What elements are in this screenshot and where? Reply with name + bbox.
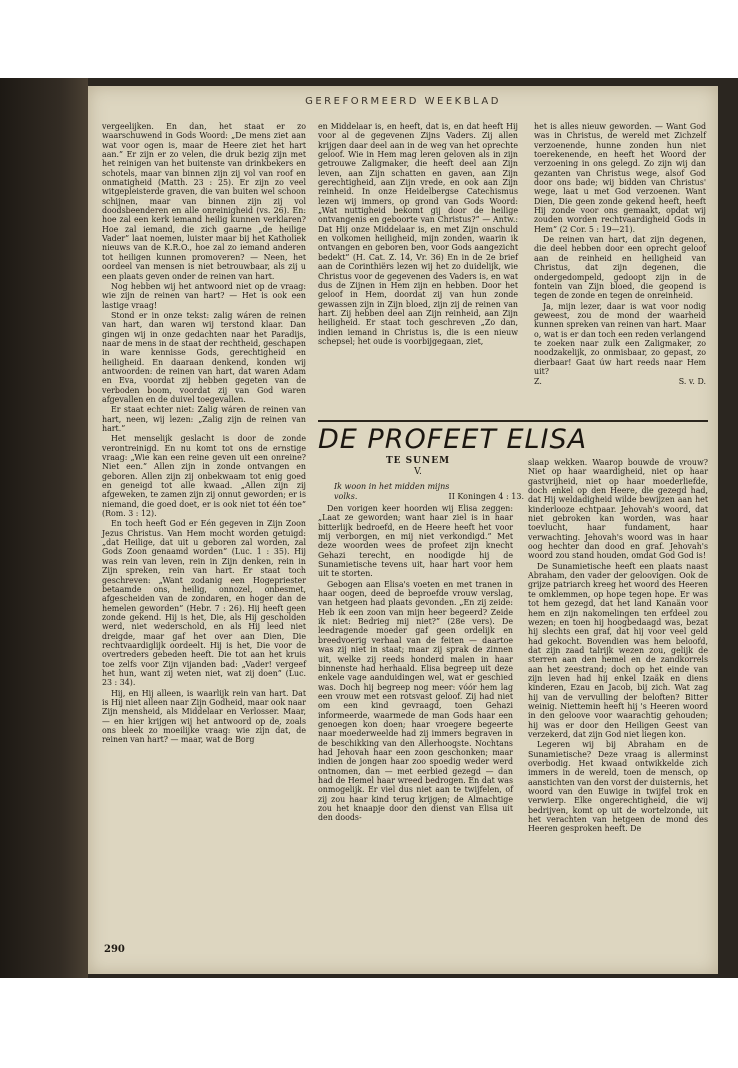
motto-line: Ik woon in het midden mijns <box>334 482 450 491</box>
paragraph: Den vorigen keer hoorden wij Elisa zeggen: „Laat ze geworden; want haar ziel is in haar bitterlijk bedroefd, en de Heere heeft het voor mij verborgen, en mij niet verkondigd.” Met deze woorden wees de profeet zijn knecht Gehazi terecht, en noodigde hij de Sunamietische tevens uit, haar hart voor hem uit te storten. <box>318 504 513 579</box>
signature-left: Z. <box>534 377 542 387</box>
paragraph: Het menselijk geslacht is door de zonde verontreinigd. En nu komt tot ons de ernstige vraag: „Wie kan een reine geven uit een onreine? Niet een.” Allen zijn in zonde ontvangen en geboren. Allen zijn zij onbekwaam tot enig goed en geneigd tot alle kwaad. „Allen zijn zij afgeweken, te zamen zijn zij onnut geworden; er is niemand, die goed doet, er is ook niet tot één toe” (Rom. 3 : 12). <box>102 434 306 519</box>
article-column-1 <box>318 504 513 824</box>
paragraph: Gebogen aan Elisa's voeten en met tranen in haar oogen, deed de beproefde vrouw verslag, van hetgeen had plaats gevonden. „En zij zeide: Heb ik een zoon van mijn heer begeerd? Zeide ik niet: Bedrieg mij niet?” (28e vers). De leedragende moeder gaf geen ordelijk en breedvoerig verhaal van de feiten — daartoe was zij niet in staat; maar zij sprak de zinnen uit, welke zij reeds honderd malen in haar binnenste had herhaald. Elisa begreep uit deze enkele vage aanduidingen wel, wat er geschied was. Doch hij begreep nog meer: vóór hem lag een vrouw met een rotsvast geloof. Zij had niet om een kind gevraagd, toen Gehazi informeerde, waarmede de man Gods haar een genoegen kon doen; haar vroegere begeerte naar moederweelde had zij immers begraven in de beschikking van den Allerhoogste. Nochtans had Jehovah haar een zoon geschonken; maar indien de jongen haar zoo spoedig weder werd ontnomen, dan — met eerbied gezegd — dan had de Hemel haar wreed bedrogen. En dat was onmogelijk. Er viel dus niet aan te twijfelen, of zij zou haar kind terug krijgen; de Almachtige zou het knaapje door den dienst van Elisa uit den doods- <box>318 579 513 823</box>
article-subtitle: TE SUNEM <box>385 456 451 466</box>
magazine-page <box>88 86 718 974</box>
paragraph: vergeelijken. En dan, het staat er zo waarschuwend in Gods Woord: „De mens ziet aan wat voor ogen is, maar de Heere ziet het hart aan.” Er zijn er zo velen, die druk bezig zijn met het reinigen van het buitenste van drinkbekers en schotels, maar van binnen zijn zij vol van roof en onmatigheid (Matth. 23 : 25). Er zijn zo veel witgepleisterde graven, die van buiten wel schoon schijnen, maar van binnen zijn zij vol doodsbeenderen en alle onreinigheid (vs. 26). En: hoe zal een kerk iemand heilig kunnen verklaren? Hoe zal iemand, die zich gaarne „de heilige Vader” laat noemen, luister maar bij het Katholiek nieuws van de K.R.O., hoe zal zo iemand anderen tot heiligen kunnen promoveren? — Neen, het oordeel van mensen is niet betrouwbaar, als zij u een plaats geven onder de reinen van hart. <box>102 122 306 281</box>
article-column-2 <box>528 458 708 835</box>
paragraph: Er staat echter niet: Zalig wáren de reinen van hart, neen, wij lezen: „Zalig zijn de reinen van hart.” <box>102 405 306 433</box>
paragraph: De Sunamietische heeft een plaats naast Abraham, den vader der geloovigen. Ook de grijze patriarch kreeg het woord des Heeren te omklemmen, op hope tegen hope. Er was tot hem gezegd, dat het land Kanaän voor hem en zijn nakomelingen ten erfdeel zou wezen; en toen hij hoogbedaagd was, bezat hij slechts een graf, dat hij voor veel geld had gekocht. Bovendien was hem beloofd, dat zijn zaad talrijk wezen zou, gelijk de sterren aan den hemel en de zandkorrels aan het zeestrand; doch op het einde van zijn leven had hij enkel Izaäk en diens kinderen, Ezau en Jacob, bij zich. Wat zag hij van de vervulling der beloften? Bitter weinig. Niettemin heeft hij 's Heeren woord in den geloove voor waarachtig gehouden; hij was er door den Heiligen Geest van verzekerd, dat zijn God niet liegen kon. <box>528 561 708 739</box>
paragraph: Legeren wij bij Abraham en de Sunamietische? Deze vraag is allerminst overbodig. Het kwaad ontwikkelde zich immers in de wereld, toen de mensch, op aanstichten van den vorst der duisternis, het woord van den Euwige in twijfel trok en verwierp. Elke ongerechtigheid, die wij bedrijven, komt op uit de wortelzonde, uit het verachten van hetgeen de mond des Heeren gesproken heeft. De <box>528 740 708 834</box>
signature <box>534 377 706 386</box>
article-title: DE PROFEET ELISA <box>318 420 708 455</box>
motto-line: volks. <box>334 491 358 501</box>
signature-right: S. v. D. <box>678 377 706 387</box>
page-number: 290 <box>104 944 125 955</box>
paragraph: De reinen van hart, dat zijn degenen, die deel hebben door een oprecht geloof aan de reinheid en heiligheid van Christus, dat zijn degenen, die ondergedompeld, gedoopt zijn in de fontein van Zijn bloed, die geopend is tegen de zonde en tegen de onreinheid. <box>534 235 706 301</box>
paragraph: Stond er in onze tekst: zalig wáren de reinen van hart, dan waren wij terstond klaar. Dan gingen wij in onze gedachten naar het Paradijs, naar de mens in de staat der rechtheid, geschapen in ware kennisse Gods, gerechtigheid en heiligheid. En daaraan denkend, konden wij antwoorden: de reinen van hart, dat waren Adam en Eva, voordat zij hebben gegeten van de verboden boom, voordat zij van God waren afgevallen en de duivel toegevallen. <box>102 310 306 404</box>
running-header: GEREFORMEERD WEEKBLAD <box>305 96 501 107</box>
book-binding <box>0 78 88 978</box>
article-motto <box>334 482 524 501</box>
paragraph: En toch heeft God er Eén gegeven in Zijn Zoon Jezus Christus. Van Hem mocht worden getuigd: „dat Heilige, dat uit u geboren zal worden, zal Gods Zoon genaamd worden” (Luc. 1 : 35). Hij was rein van leven, rein in Zijn denken, rein in Zijn spreken, rein van hart. Er staat toch geschreven: „Want zodanig een Hogepriester betaamde ons, heilig, onnozel, onbesmet, afgescheiden van de zondaren, en hoger dan de hemelen geworden” (Hebr. 7 : 26). Hij heeft geen zonde gekend. Hij is het, Die, als Hij gescholden werd, niet wederschold, en als Hij leed niet dreigde, maar gaf het over aan Dien, Die rechtvaardiglijk oordeelt. Hij is het, Die voor de overtreders gebeden heeft. Die tot aan het kruis toe zelfs voor Zijn vijanden bad: „Vader! vergeef het hun, want zij weten niet, wat zij doen” (Luc. 23 : 34). <box>102 519 306 688</box>
paragraph: Ja, mijn lezer, daar is wat voor nodig geweest, zou de mond der waarheid kunnen spreken van reinen van hart. Maar o, wat is er dan toch een reden verlangend te zoeken naar zulk een Zaligmaker, zo noodzakelijk, zo onmisbaar, zo gepast, zo dierbaar! Gaat úw hart reeds naar Hem uit? <box>534 301 706 376</box>
paragraph: slaap wekken. Waarop bouwde de vrouw? Niet op haar waardigheid, niet op haar gastvrijheid, niet op haar moederliefde, doch enkel op den Heere, die gezegd had, dat Hij weldadigheid wilde bewijzen aan het kinderlooze echtpaar. Jehovah's woord, dat niet gebroken kan worden, was haar toevlucht, haar fundament, haar verwachting. Jehovah's woord was in haar oog hechter dan dood en graf. Jehovah's woord zou stand houden, omdat God God is! <box>528 458 708 561</box>
motto-reference: II Koningen 4 : 13. <box>448 491 524 501</box>
paragraph: Hij, en Hij alleen, is waarlijk rein van hart. Dat is Hij niet alleen naar Zijn Godheid, maar ook naar Zijn mensheid, als Middelaar en Verlosser. Maar, — en hier krijgen wij het antwoord op de, zoals ons bleek zo moeilijke vraag: wie zijn dat, de reinen van hart? — maar, wat de Borg <box>102 688 306 745</box>
column-3-top <box>534 122 706 387</box>
column-1 <box>102 122 306 746</box>
paragraph: Nog hebben wij het antwoord niet op de vraag: wie zijn de reinen van hart? — Het is ook een lastige vraag! <box>102 281 306 310</box>
paragraph: het is alles nieuw geworden. — Want God was in Christus, de wereld met Zichzelf verzoenende, hunne zonden hun niet toerekenende, en heeft het Woord der verzoening in ons gelegd. Zo zijn wij dan gezanten van Christus wege, alsof God door ons bade; wij bidden van Christus' wege, laat u met God verzoenen. Want Dien, Die geen zonde gekend heeft, heeft Hij zonde voor ons gemaakt, opdat wij zouden worden rechtvaardigheid Gods in Hem” (2 Cor. 5 : 19—21). <box>534 122 706 234</box>
paragraph: en Middelaar is, en heeft, dat is, en dat heeft Hij voor al de gegevenen Zijns Vaders. Zij allen krijgen daar deel aan in de weg van het oprechte geloof. Wie in Hem mag leren geloven als in zijn getrouwe Zaligmaker, die heeft deel aan Zijn leven, aan Zijn schatten en gaven, aan Zijn gerechtigheid, aan Zijn vrede, en ook aan Zijn reinheid. In onze Heidelbergse Catechismus lezen wij immers, op grond van Gods Woord: „Wat nuttigheid bekomt gij door de heilige ontvangenis en geboorte van Christus?” — Antw.: Dat Hij onze Middelaar is, en met Zijn onschuld en volkomen heiligheid, mijn zonden, waarin ik ontvangen en geboren ben, voor Gods aangezicht bedekt” (H. Cat. Z. 14, Vr. 36) En in de 2e brief aan de Corinthiërs lezen wij het zo duidelijk, wie Christus voor de gegevenen des Vaders is, en wat dus de Zijnen in Hem zijn en hebben. Door het geloof in Hem, doordat zij van hun zonde gewassen zijn in Zijn bloed, zijn zij de reinen van hart. Zij hebben deel aan Zijn reinheid, aan Zijn heiligheid. Er staat toch geschreven „Zo dan, indien iemand in Christus is, die is een nieuw schepsel; het oude is voorbijgegaan, ziet, <box>318 122 518 346</box>
article-part-number: V. <box>414 467 422 477</box>
column-2-top <box>318 122 518 347</box>
